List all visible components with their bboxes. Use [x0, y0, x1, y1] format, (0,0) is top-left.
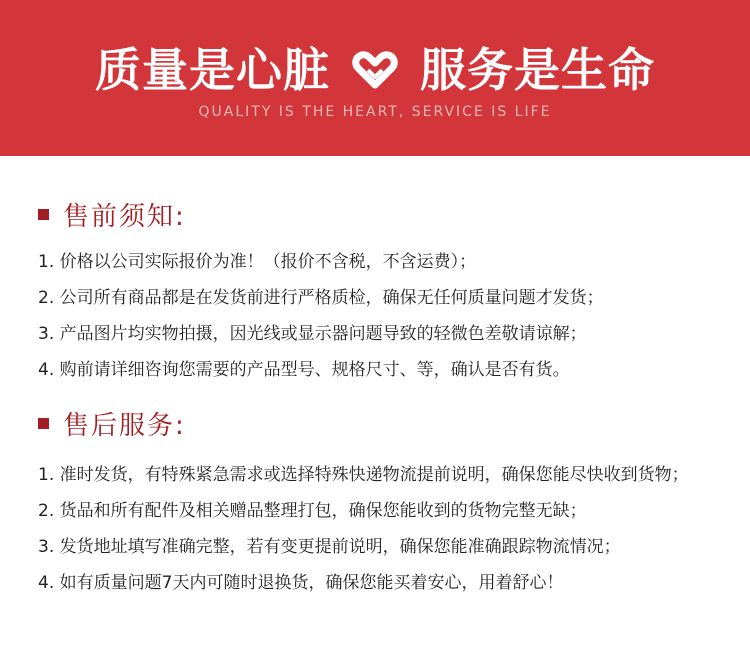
square-bullet-icon: [38, 418, 49, 429]
list-item: 4. 如有质量问题7天内可随时退换货，确保您能买着安心，用着舒心！: [38, 573, 564, 593]
aftersale-list: [38, 457, 728, 601]
banner-headline: [0, 40, 750, 100]
presale-title: 售前须知:: [63, 201, 186, 232]
aftersale-heading: [38, 405, 728, 441]
list-item: 2. 货品和所有配件及相关赠品整理打包，确保您能收到的货物完整无缺；: [38, 501, 587, 521]
list-item: 3. 产品图片均实物拍摄，因光线或显示器问题导致的轻微色差敬请谅解；: [38, 324, 587, 344]
square-bullet-icon: [38, 209, 49, 220]
list-item: 1. 价格以公司实际报价为准！（报价不含税，不含运费）；: [38, 252, 477, 272]
banner-title-left: 质量是心脏: [95, 43, 330, 97]
banner-subtitle: QUALITY IS THE HEART, SERVICE IS LIFE: [198, 104, 552, 120]
aftersale-title: 售后服务:: [63, 410, 186, 441]
banner-title-right: 服务是生命: [420, 43, 655, 97]
heart-icon: [352, 50, 398, 90]
presale-heading: [38, 196, 728, 232]
list-item: 4. 购前请详细咨询您需要的产品型号、规格尺寸、等，确认是否有货。: [38, 360, 570, 380]
aftersale-section: [38, 405, 728, 601]
list-item: 1. 准时发货，有特殊紧急需求或选择特殊快递物流提前说明，确保您能尽快收到货物；: [38, 465, 689, 485]
list-item: 2. 公司所有商品都是在发货前进行严格质检，确保无任何质量问题才发货；: [38, 288, 604, 308]
presale-section: [38, 196, 728, 388]
header-banner: [0, 0, 750, 156]
list-item: 3. 发货地址填写准确完整，若有变更提前说明，确保您能准确跟踪物流情况；: [38, 537, 621, 557]
presale-list: [38, 244, 728, 388]
